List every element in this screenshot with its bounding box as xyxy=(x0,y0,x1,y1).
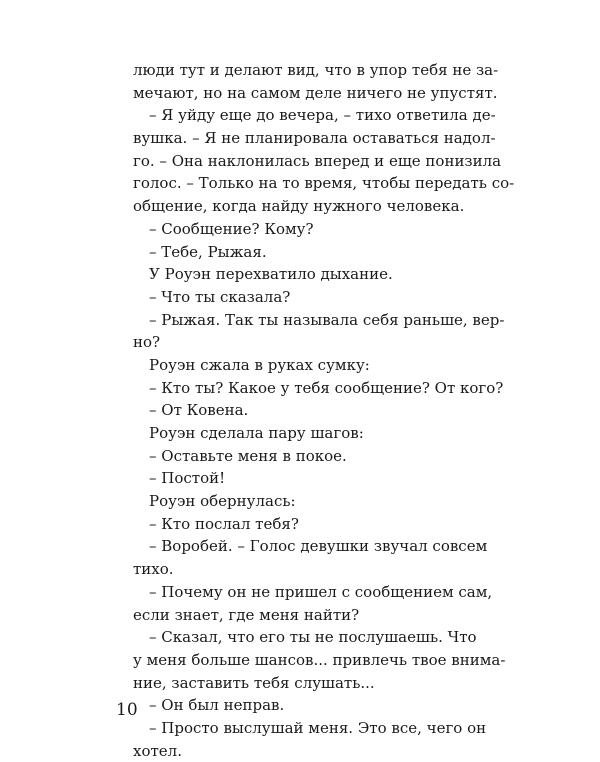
text-line: го. – Она наклонилась вперед и еще понизила xyxy=(133,151,502,170)
text-line: – Воробей. – Голос девушки звучал совсем xyxy=(149,537,488,556)
text-line: хотел. xyxy=(133,741,182,760)
text-line: – Постой! xyxy=(149,469,226,488)
text-line: у меня больше шансов... привлечь твое внима- xyxy=(133,650,506,669)
text-line: – Кто ты? Какое у тебя сообщение? От кого? xyxy=(149,378,504,397)
text-line: – Что ты сказала? xyxy=(149,287,291,306)
text-line: – Тебе, Рыжая. xyxy=(149,242,267,261)
text-line: – Оставьте меня в покое. xyxy=(149,446,347,465)
text-line: Роуэн сделала пару шагов: xyxy=(149,424,364,442)
text-line: вушка. – Я не планировала оставаться надол- xyxy=(133,129,496,148)
text-line: – От Ковена. xyxy=(149,401,249,420)
text-line: тихо. xyxy=(133,560,174,579)
text-line: – Я уйду еще до вечера, – тихо ответила де- xyxy=(149,106,496,125)
text-line: – Сообщение? Кому? xyxy=(149,219,314,238)
text-line: – Он был неправ. xyxy=(149,696,285,715)
page-number: 10 xyxy=(116,700,138,720)
text-line: если знает, где меня найти? xyxy=(133,605,360,624)
text-line: люди тут и делают вид, что в упор тебя не за- xyxy=(133,61,499,79)
text-line: Роуэн сжала в руках сумку: xyxy=(149,355,370,374)
text-line: – Просто выслушай меня. Это все, чего он xyxy=(149,718,487,737)
text-line: общение, когда найду нужного человека. xyxy=(133,197,465,216)
text-line: мечают, но на самом деле ничего не упустят. xyxy=(133,83,498,102)
body-text xyxy=(133,59,515,762)
text-line: – Рыжая. Так ты называла себя раньше, вер- xyxy=(149,310,505,329)
text-line: ние, заставить тебя слушать... xyxy=(133,673,375,692)
text-line: Роуэн обернулась: xyxy=(149,492,296,511)
text-line: голос. – Только на то время, чтобы передать со- xyxy=(133,174,515,193)
text-line: – Сказал, что его ты не послушаешь. Что xyxy=(149,628,477,647)
text-line: – Почему он не пришел с сообщением сам, xyxy=(149,582,493,601)
text-line: У Роуэн перехватило дыхание. xyxy=(149,265,393,284)
text-line: – Кто послал тебя? xyxy=(149,514,299,533)
text-line: но? xyxy=(133,333,161,352)
